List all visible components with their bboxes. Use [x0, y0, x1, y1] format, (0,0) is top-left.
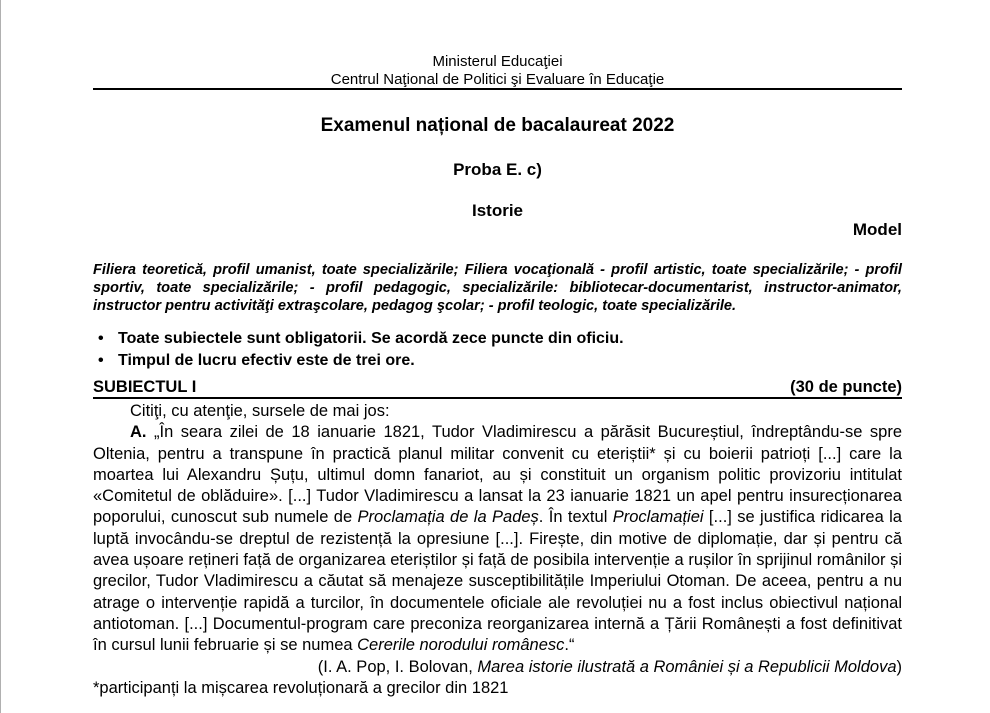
ministry-header: [93, 0, 902, 90]
exam-title: Examenul național de bacalaureat 2022: [320, 115, 675, 136]
ministry-line-1: Ministerul Educaţiei: [432, 53, 563, 70]
citation-close: ): [896, 657, 902, 676]
source-a-title-3: Cererile norodului românesc: [357, 636, 565, 655]
source-a-paragraph: [93, 422, 902, 656]
section-header: [93, 379, 902, 399]
source-a-text-1: „În seara zilei de 18 ianuarie 1821, Tudor Vladimirescu a părăsit Bucureștiul, îndreptându-se spre Oltenia, pentru a transpune în practică planul militar convenit cu eteriștii* și cu boierii patrioți [...] care la moartea lui Alexandru Șuțu, ultimul domn fanariot, au și constituit un organism politic provizoriu intitulat «Comitetul de oblăduire». [...] Tudor Vladimirescu a lansat la 23 ianuarie 1821 un apel pentru insurecționarea poporului, cunoscut sub numele de: [93, 423, 902, 527]
source-a-label: A.: [130, 423, 147, 442]
sources-intro: Citiţi, cu atenţie, sursele de mai jos:: [130, 402, 390, 420]
source-a-title-1: Proclamația de la Padeș: [357, 508, 539, 527]
section-points: (30 de puncte): [790, 378, 902, 396]
section-body: [93, 401, 902, 699]
citation-authors: (I. A. Pop, I. Bolovan,: [317, 657, 478, 676]
model-label: Model: [852, 220, 902, 239]
source-a-text-2: . În textul: [538, 508, 613, 527]
ministry-line-2: Centrul Naţional de Politici şi Evaluare în Educaţie: [330, 70, 665, 88]
exam-proba: Proba E. c): [453, 160, 542, 179]
instruction-item-1: • Toate subiectele sunt obligatorii. Se acordă zece puncte din oficiu.: [93, 328, 902, 350]
section-title: SUBIECTUL I: [93, 378, 197, 396]
footnote: *participanți la mișcarea revoluționară a grecilor din 1821: [93, 678, 509, 697]
instruction-item-2: • Timpul de lucru efectiv este de trei ore.: [93, 350, 902, 372]
citation-book-title: Marea istorie ilustrată a României și a Republicii Moldova: [477, 657, 897, 676]
filiera-note: Filiera teoretică, profil umanist, toate specializările; Filiera vocaţională - profil artistic, toate specializările; - profil sportiv, toate specializările; - profil pedagogic, specializările: bibliotecar-documentarist, instructor-animator, instructor pentru activităţi extraşcolare, pedagog şcolar; - profil teologic, toate specializările.: [93, 262, 902, 314]
source-a-text-4: .“: [564, 636, 575, 655]
exam-subject: Istorie: [471, 201, 524, 220]
instructions-list: [93, 328, 902, 372]
source-citation: [93, 657, 902, 678]
source-a-title-2: Proclamației: [612, 508, 704, 527]
page-content: [93, 0, 902, 699]
source-a-text-3: [...] se justifica ridicarea la luptă invocându-se dreptul de rezistență la opresiune [...]. Firește, din motive de diplomație, dar și pentru că avea ușoare rețineri față de organizarea eteriștilor și față de posibila intervenție a rușilor în sprijinul românilor și grecilor, Tudor Vladimirescu a căutat să menajeze susceptibilitățile Imperiului Otoman. De aceea, pentru a nu atrage o intervenție rapidă a turcilor, în documentele oficiale ale revoluției nu a fost inclus obiectivul național antiotoman. [...] Documentul-program care preconiza reorganizarea internă a Țării Românești a fost definitivat în cursul lunii februarie și se numea: [93, 508, 902, 655]
